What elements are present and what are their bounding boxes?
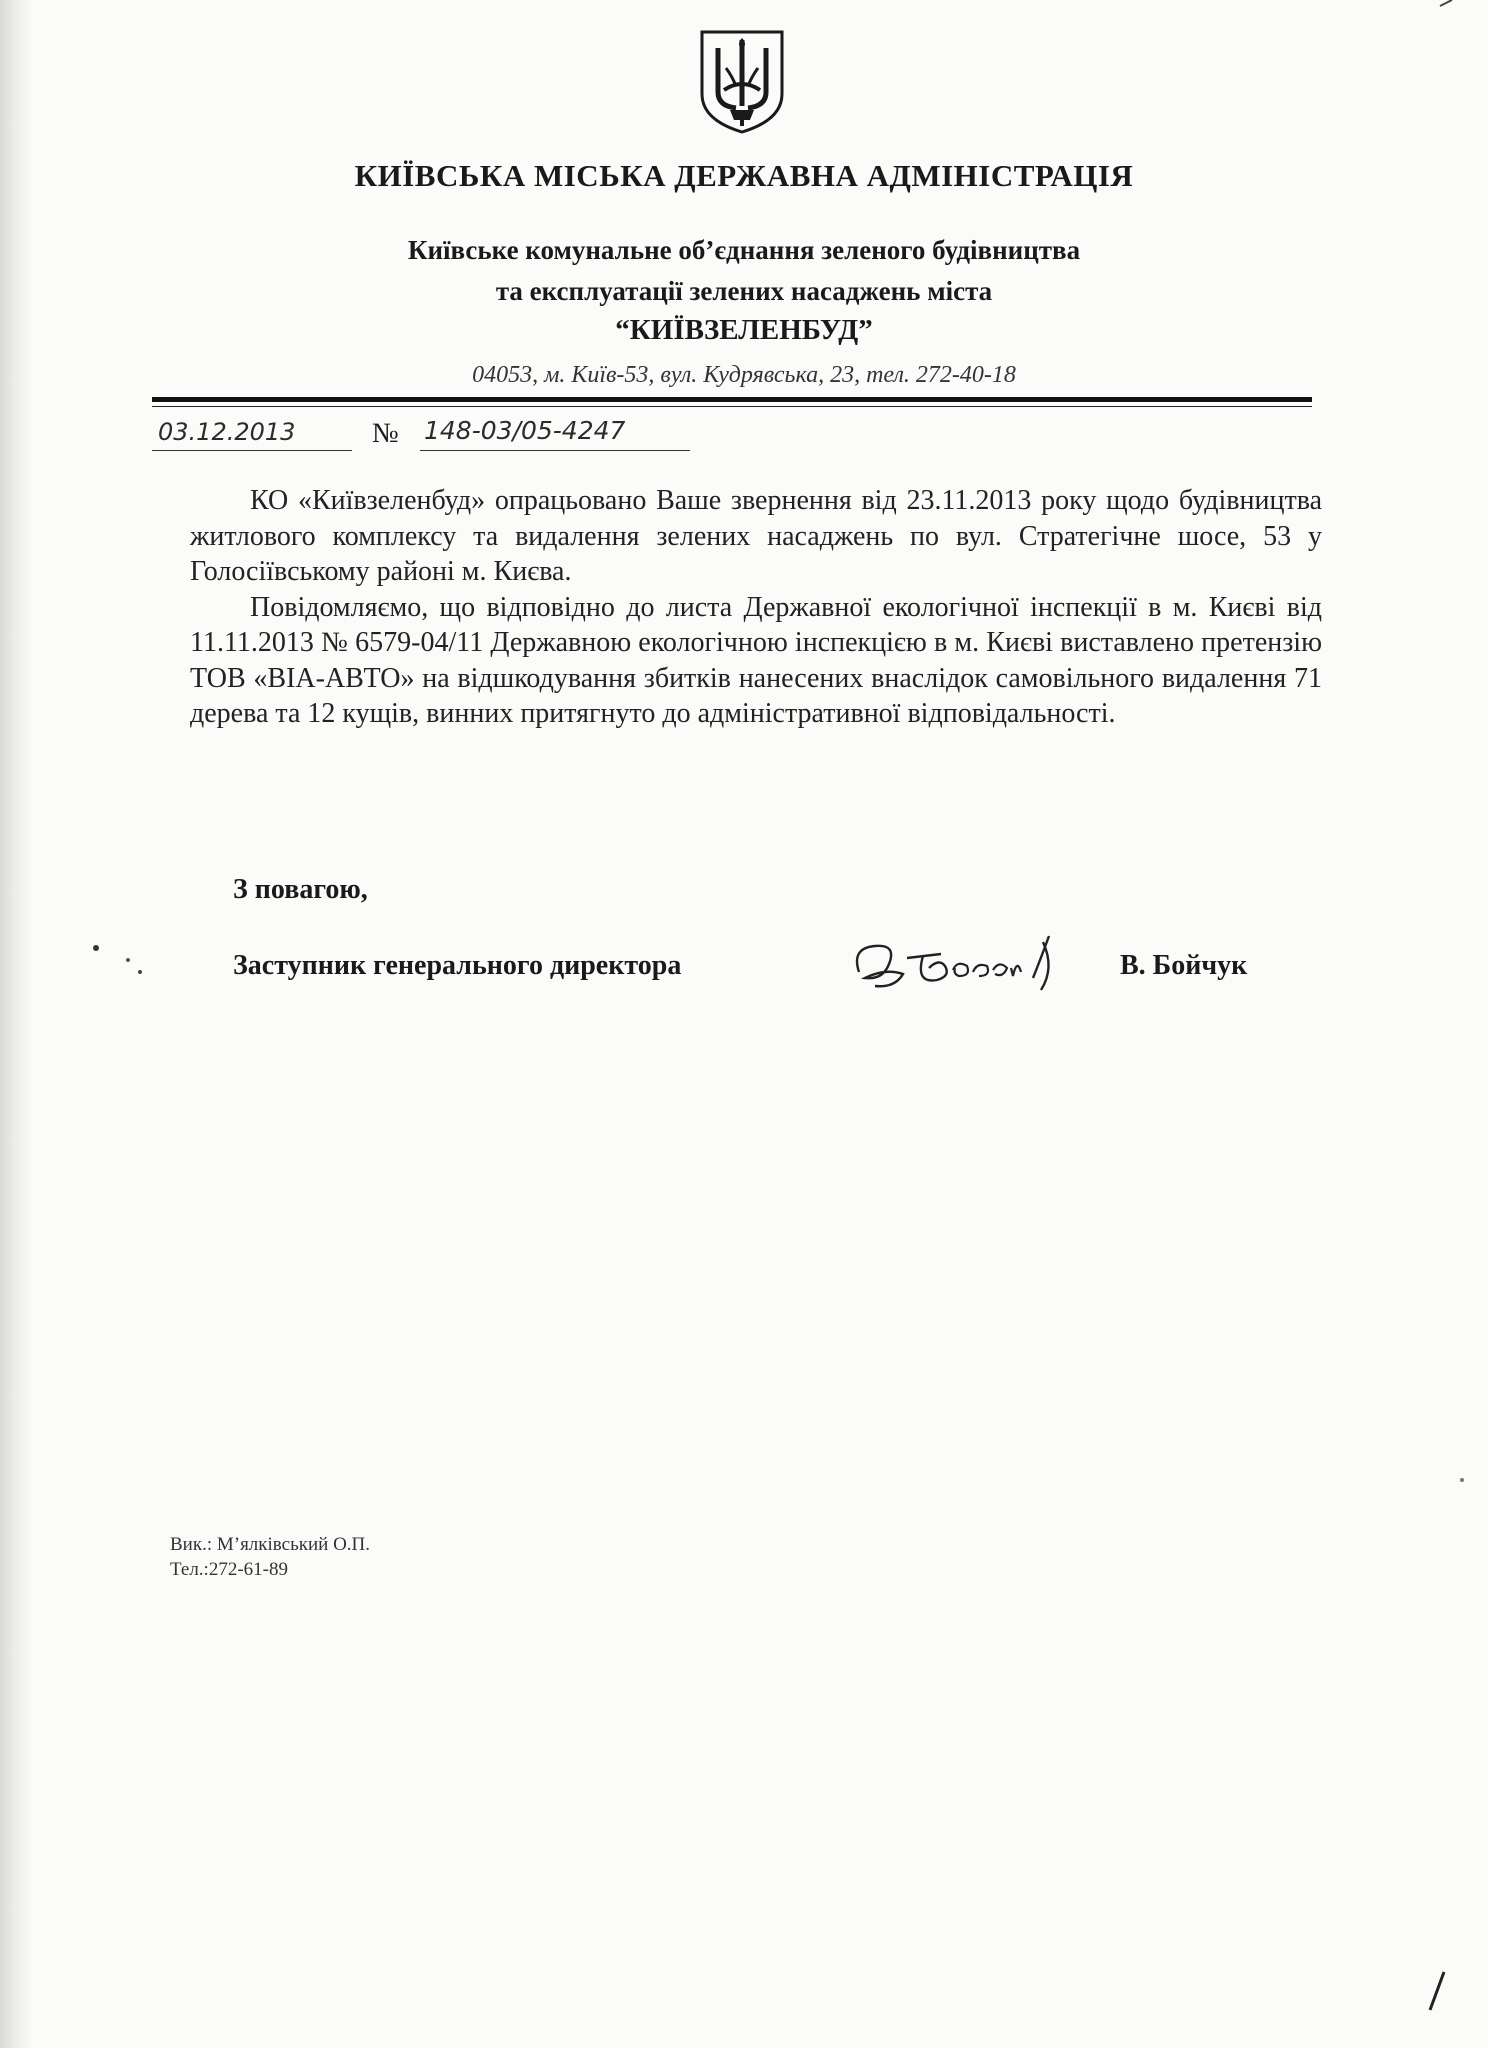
body-paragraph-1: КО «Київзеленбуд» опрацьовано Ваше звернення від 23.11.2013 року щодо будівництва житлового комплексу та видалення зелених насаджень по вул. Стратегічне шосе, 53 у Голосіївському районі м. Києва. — [190, 485, 1322, 587]
scan-edge-shadow — [0, 0, 34, 2048]
executor-block — [170, 1532, 370, 1582]
trident-coat-of-arms-icon — [696, 28, 788, 136]
executor-name: Вик.: М’ялківський О.П. — [170, 1534, 371, 1555]
header-rule-thick — [152, 397, 1312, 402]
body-paragraph-2: Повідомляємо, що відповідно до листа Державної екологічної інспекції в м. Києві від 11.11.2013 № 6579-04/11 Державною екологічною інспекцією в м. Києві виставлено претензію ТОВ «ВІА-АВТО» на відшкодування збитків нанесених внаслідок самовільного видалення 71 дерева та 12 кущів, винних притягнуто до адміністративної відповідальності. — [190, 591, 1322, 729]
registration-number-underline — [420, 450, 690, 451]
signer-name: В. Бойчук — [1120, 950, 1248, 981]
letter-body — [190, 483, 1322, 732]
registration-number: 148-03/05-4247 — [424, 416, 626, 445]
handwritten-signature — [845, 928, 1085, 1002]
address-line: 04053, м. Київ-53, вул. Кудрявська, 23, тел. 272-40-18 — [472, 362, 1016, 388]
executor-phone: Тел.:272-61-89 — [170, 1559, 288, 1580]
closing-regards: З повагою, — [233, 874, 368, 905]
registration-date-underline — [152, 450, 352, 451]
signer-position: Заступник генерального директора — [233, 950, 682, 981]
department-name: “КИЇВЗЕЛЕНБУД” — [615, 314, 873, 346]
department-line-2: та експлуатації зелених насаджень міста — [495, 276, 993, 306]
registration-number-sign: № — [372, 418, 399, 449]
header-rule-thin — [152, 406, 1312, 407]
registration-date: 03.12.2013 — [158, 418, 296, 446]
organization-title: КИЇВСЬКА МІСЬКА ДЕРЖАВНА АДМІНІСТРАЦІЯ — [354, 158, 1134, 193]
department-line-1: Київське комунальне об’єднання зеленого будівництва — [407, 235, 1081, 265]
